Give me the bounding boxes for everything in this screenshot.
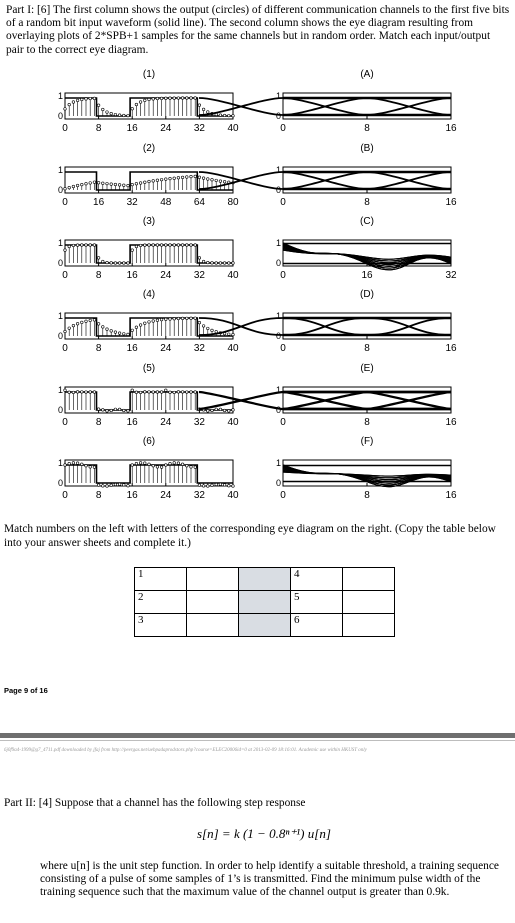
x-tick-label: 24	[160, 123, 172, 134]
x-tick-label: 16	[445, 123, 457, 134]
plot-title: (5)	[142, 363, 156, 374]
x-tick-label: 32	[445, 270, 457, 281]
x-tick-label: 40	[227, 417, 239, 428]
x-tick-label: 16	[361, 270, 373, 281]
y-tick-label: 0	[58, 111, 64, 121]
table-cell: 5	[291, 591, 343, 614]
x-tick-label: 40	[227, 123, 239, 134]
table-row	[135, 591, 395, 614]
table-cell: 2	[135, 591, 187, 614]
x-tick-label: 24	[160, 490, 172, 501]
y-tick-label: 0	[276, 331, 282, 341]
y-tick-label: 0	[276, 111, 282, 121]
x-tick-label: 40	[227, 270, 239, 281]
x-tick-label: 16	[445, 343, 457, 354]
x-tick-label: 8	[364, 417, 370, 428]
x-tick-label: 16	[126, 343, 138, 354]
table-cell: 4	[291, 568, 343, 591]
eye-diagram-C	[0, 222, 282, 278]
x-tick-label: 16	[126, 417, 138, 428]
y-tick-label: 0	[276, 478, 282, 488]
plot-title: (4)	[142, 289, 156, 300]
y-tick-label: 0	[276, 185, 282, 195]
x-tick-label: 8	[95, 490, 102, 501]
x-tick-label: 40	[227, 490, 239, 501]
x-tick-label: 0	[62, 197, 68, 208]
y-tick-label: 1	[58, 165, 64, 175]
table-cell	[343, 568, 395, 591]
eye-traces	[199, 98, 451, 115]
x-tick-label: 64	[193, 197, 205, 208]
table-cell	[187, 591, 239, 614]
plot-title: (F)	[360, 436, 374, 447]
x-tick-label: 32	[193, 270, 205, 281]
x-tick-label: 0	[280, 490, 286, 501]
eye-trace	[283, 172, 367, 189]
y-tick-label: 1	[58, 238, 64, 248]
y-tick-label: 1	[276, 385, 282, 395]
y-tick-label: 1	[58, 311, 64, 321]
eye-diagram-B	[0, 149, 282, 205]
table-row	[135, 614, 395, 637]
plot-title: (2)	[142, 143, 156, 154]
x-tick-label: 16	[126, 270, 138, 281]
y-tick-label: 1	[276, 311, 282, 321]
y-tick-label: 0	[58, 185, 64, 195]
table-cell-spacer	[239, 614, 291, 637]
page-divider	[0, 733, 515, 738]
y-tick-label: 0	[58, 258, 64, 268]
x-tick-label: 0	[62, 123, 68, 134]
table-cell	[187, 568, 239, 591]
eye-traces	[199, 392, 451, 409]
y-tick-label: 0	[58, 405, 64, 415]
part1-intro: Part I: [6] The first column shows the output (circles) of different communication channels to the first five bits of a random bit input waveform (solid line). The second column shows the eye diagram resulting from overlaying plots of 2*SPB+1 samples for the same channels but in random order. Match each input/output pair to the correct eye diagram.	[6, 4, 510, 56]
plot-title: (6)	[142, 436, 156, 447]
step-response-equation: s[n] = k (1 − 0.8ⁿ⁺¹) u[n]	[197, 826, 331, 841]
answer-table	[134, 567, 395, 637]
y-tick-label: 0	[276, 258, 282, 268]
eye-trace	[367, 98, 451, 115]
x-tick-label: 8	[95, 417, 102, 428]
eye-trace	[283, 98, 367, 115]
x-tick-label: 0	[280, 343, 286, 354]
plot-title: (A)	[360, 69, 374, 80]
x-tick-label: 24	[160, 417, 172, 428]
x-tick-label: 8	[95, 270, 102, 281]
x-tick-label: 32	[193, 417, 205, 428]
y-tick-label: 0	[276, 405, 282, 415]
table-cell: 3	[135, 614, 187, 637]
eye-trace	[199, 318, 283, 335]
plot-title: (D)	[360, 289, 374, 300]
part2-body: where u[n] is the unit step function. In order to help identify a suitable threshold, a training sequence consisting of a pulse of some samples of 1’s is transmitted. Find the minimum pulse width of the training sequence such that the maximum value of the channel output is greater than 0.9k.	[40, 860, 499, 898]
x-tick-label: 32	[193, 123, 205, 134]
x-tick-label: 0	[62, 270, 68, 281]
table-cell: 1	[135, 568, 187, 591]
page-divider-thin	[0, 740, 515, 741]
eye-trace	[367, 172, 451, 189]
plot-title: (C)	[360, 216, 374, 227]
plot-title: (E)	[360, 363, 374, 374]
x-tick-label: 0	[62, 490, 68, 501]
x-tick-label: 8	[95, 343, 102, 354]
table-cell: 6	[291, 614, 343, 637]
eye-diagram-E	[0, 369, 282, 425]
x-tick-label: 16	[445, 417, 457, 428]
x-tick-label: 32	[193, 490, 205, 501]
y-tick-label: 1	[276, 91, 282, 101]
plot-title: (3)	[142, 216, 156, 227]
eye-traces	[199, 318, 451, 335]
eye-diagram-F	[0, 442, 282, 498]
x-tick-label: 0	[280, 417, 286, 428]
table-cell-spacer	[239, 568, 291, 591]
x-tick-label: 8	[364, 123, 370, 134]
table-cell-spacer	[239, 591, 291, 614]
download-watermark: 6j0f9a4-1999@g7_4711.pdf downloaded by jfaj from http://peergas.net/uebpadaprodstors.php?course=ELEC20006id=0 at 2013-02-09 18:16:01. Academic use within HKUST only	[4, 748, 367, 753]
x-tick-label: 32	[193, 343, 205, 354]
x-tick-label: 8	[364, 490, 370, 501]
eye-trace	[283, 318, 367, 335]
eye-diagram-D	[0, 295, 282, 351]
x-tick-label: 0	[280, 123, 286, 134]
match-instructions: Match numbers on the left with letters of the corresponding eye diagram on the right. (Copy the table below into your answer sheets and complete it.)	[4, 523, 496, 549]
eye-traces	[199, 172, 451, 189]
x-tick-label: 32	[126, 197, 138, 208]
page-number: Page 9 of 16	[4, 686, 48, 695]
x-tick-label: 24	[160, 343, 172, 354]
x-tick-label: 16	[126, 490, 138, 501]
table-cell	[343, 614, 395, 637]
x-tick-label: 0	[62, 343, 68, 354]
y-tick-label: 1	[276, 458, 282, 468]
x-tick-label: 16	[126, 123, 138, 134]
y-tick-label: 0	[58, 478, 64, 488]
x-tick-label: 16	[445, 197, 457, 208]
x-tick-label: 80	[227, 197, 239, 208]
table-cell	[343, 591, 395, 614]
plot-title: (B)	[360, 143, 374, 154]
y-tick-label: 1	[276, 238, 282, 248]
eye-trace	[199, 98, 283, 115]
eye-diagram-A	[0, 75, 282, 131]
x-tick-label: 8	[364, 197, 370, 208]
x-tick-label: 24	[160, 270, 172, 281]
part2-title: Part II: [4] Suppose that a channel has the following step response	[4, 797, 306, 809]
x-tick-label: 0	[280, 197, 286, 208]
y-tick-label: 0	[58, 331, 64, 341]
x-tick-label: 40	[227, 343, 239, 354]
table-row	[135, 568, 395, 591]
x-tick-label: 48	[160, 197, 172, 208]
eye-trace	[199, 172, 283, 189]
eye-trace	[367, 318, 451, 335]
plot-title: (1)	[142, 69, 156, 80]
x-tick-label: 0	[280, 270, 286, 281]
y-tick-label: 1	[58, 458, 64, 468]
table-cell	[187, 614, 239, 637]
y-tick-label: 1	[58, 91, 64, 101]
x-tick-label: 16	[445, 490, 457, 501]
x-tick-label: 8	[95, 123, 102, 134]
x-tick-label: 8	[364, 343, 370, 354]
y-tick-label: 1	[58, 385, 64, 395]
x-tick-label: 0	[62, 417, 68, 428]
y-tick-label: 1	[276, 165, 282, 175]
x-tick-label: 16	[93, 197, 105, 208]
